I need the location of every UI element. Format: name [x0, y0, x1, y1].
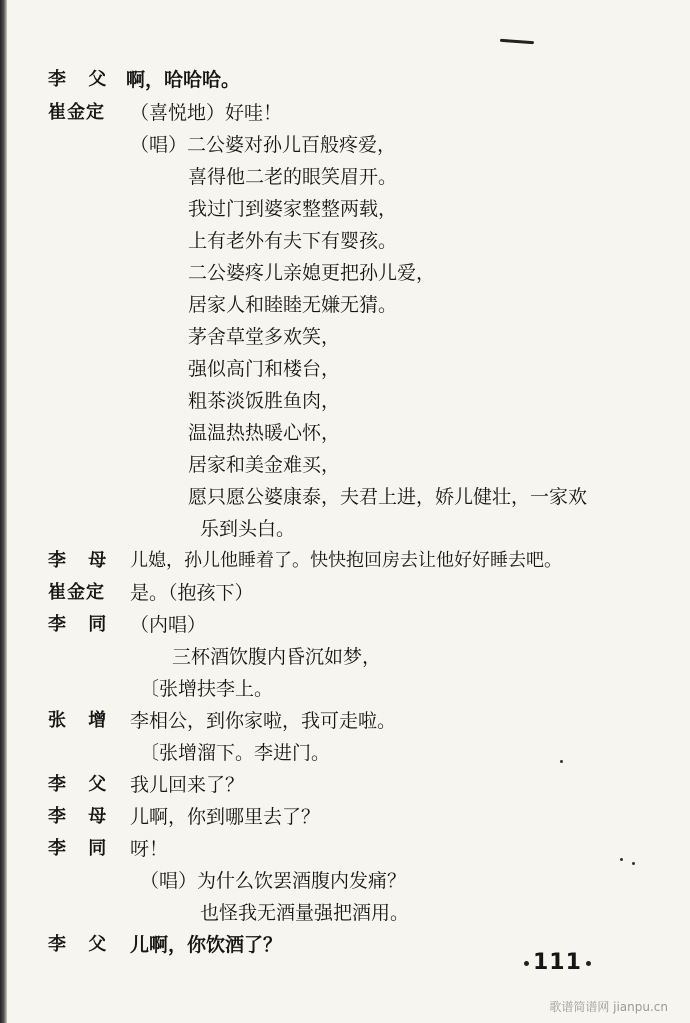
dialogue-text: （内唱）	[130, 614, 207, 636]
song-text: 三杯酒饮腹内昏沉如梦，	[172, 646, 382, 668]
dialogue-text: 儿啊，你饮酒了？	[130, 934, 283, 956]
song-text: 愿只愿公婆康泰，夫君上进，娇儿健壮，一家欢	[188, 486, 588, 508]
dialogue-text: 是。（抱孩下）	[130, 582, 254, 604]
song-text: 喜得他二老的眼笑眉开。	[188, 166, 398, 188]
song-text: 乐到头白。	[200, 518, 296, 540]
speaker-name: 李 父	[48, 774, 115, 795]
song-text: （唱）二公婆对孙儿百般疼爱，	[130, 134, 397, 156]
stage-direction-text: 〔张增扶李上。	[140, 678, 274, 700]
speaker-name: 张 增	[48, 710, 115, 731]
song-text: 居家和美金难买，	[188, 454, 341, 476]
speaker-name: 李 母	[48, 550, 115, 571]
dialogue-text: 我儿回来了？	[130, 774, 245, 796]
song-text: 茅舍草堂多欢笑，	[188, 326, 341, 348]
song-text: 上有老外有夫下有婴孩。	[188, 230, 398, 252]
dialogue-text: 呀！	[130, 838, 169, 860]
song-text: 居家人和睦睦无嫌无猜。	[188, 294, 398, 316]
song-text: 粗茶淡饭胜鱼肉，	[188, 390, 341, 412]
song-text: 我过门到婆家整整两载，	[188, 198, 398, 220]
corner-mark	[500, 39, 534, 44]
print-speck	[620, 858, 623, 861]
binding-edge	[0, 0, 7, 1023]
dialogue-text: 啊，哈哈哈。	[126, 69, 241, 91]
speaker-name: 李 母	[48, 806, 115, 827]
song-text: 也怪我无酒量强把酒用。	[200, 902, 410, 924]
print-speck	[632, 862, 635, 865]
dialogue-text: 儿啊，你到哪里去了？	[130, 806, 321, 828]
speaker-name: 崔金定	[48, 582, 105, 603]
speaker-name: 李 同	[48, 838, 115, 859]
dialogue-text: 李相公，到你家啦，我可走啦。	[130, 710, 397, 732]
speaker-name: 李 父	[48, 69, 115, 90]
watermark: 歌谱简谱网 jianpu.cn	[549, 1000, 668, 1014]
speaker-name: 李 同	[48, 614, 115, 635]
dialogue-text: 儿媳，孙儿他睡着了。快快抱回房去让他好好睡去吧。	[130, 550, 562, 571]
page-number: 111	[520, 950, 595, 975]
dialogue-text: （喜悦地）好哇！	[130, 102, 283, 124]
song-text: 强似高门和楼台，	[188, 358, 341, 380]
stage-direction-text: 〔张增溜下。李进门。	[140, 742, 331, 764]
song-text: （唱）为什么饮罢酒腹内发痛？	[140, 870, 407, 892]
speaker-name: 崔金定	[48, 102, 105, 123]
song-text: 温温热热暖心怀，	[188, 422, 341, 444]
speaker-name: 李 父	[48, 934, 115, 955]
song-text: 二公婆疼儿亲媳更把孙儿爱，	[188, 262, 436, 284]
print-speck	[560, 760, 563, 763]
